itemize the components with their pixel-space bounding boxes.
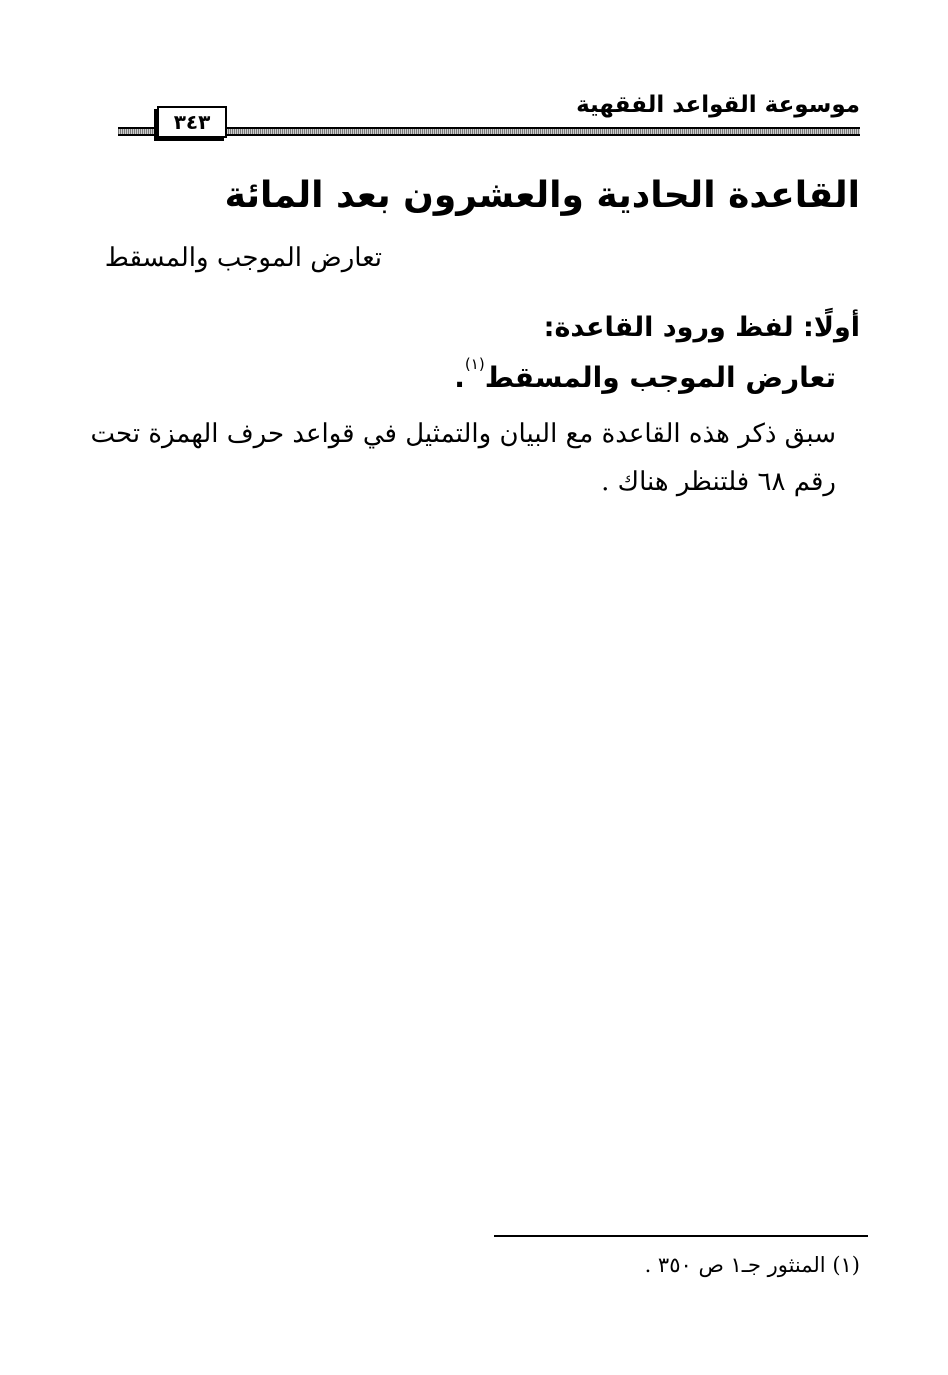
page-number: ٣٤٣ — [157, 106, 227, 138]
paragraph-line: رقم ٦٨ فلتنظر هناك . — [601, 467, 836, 497]
footnote-separator — [494, 1235, 868, 1237]
rule-subtitle: تعارض الموجب والمسقط — [104, 243, 382, 273]
rule-title: القاعدة الحادية والعشرون بعد المائة — [224, 175, 860, 216]
running-title: موسوعة القواعد الفقهية — [576, 92, 860, 118]
header-rule — [118, 127, 860, 136]
rule-text-body: تعارض الموجب والمسقط — [484, 361, 836, 394]
section-heading: أولًا: لفظ ورود القاعدة: — [543, 312, 860, 343]
footnote-reference[interactable]: (١) — [464, 355, 485, 373]
footnote: (١) المنثور جـ١ ص ٣٥٠ . — [644, 1253, 860, 1277]
paragraph-line: سبق ذكر هذه القاعدة مع البيان والتمثيل في قواعد حرف الهمزة تحت — [90, 419, 836, 449]
body-paragraph — [90, 410, 836, 506]
rule-text — [454, 354, 836, 402]
rule-text-end: . — [454, 361, 465, 394]
